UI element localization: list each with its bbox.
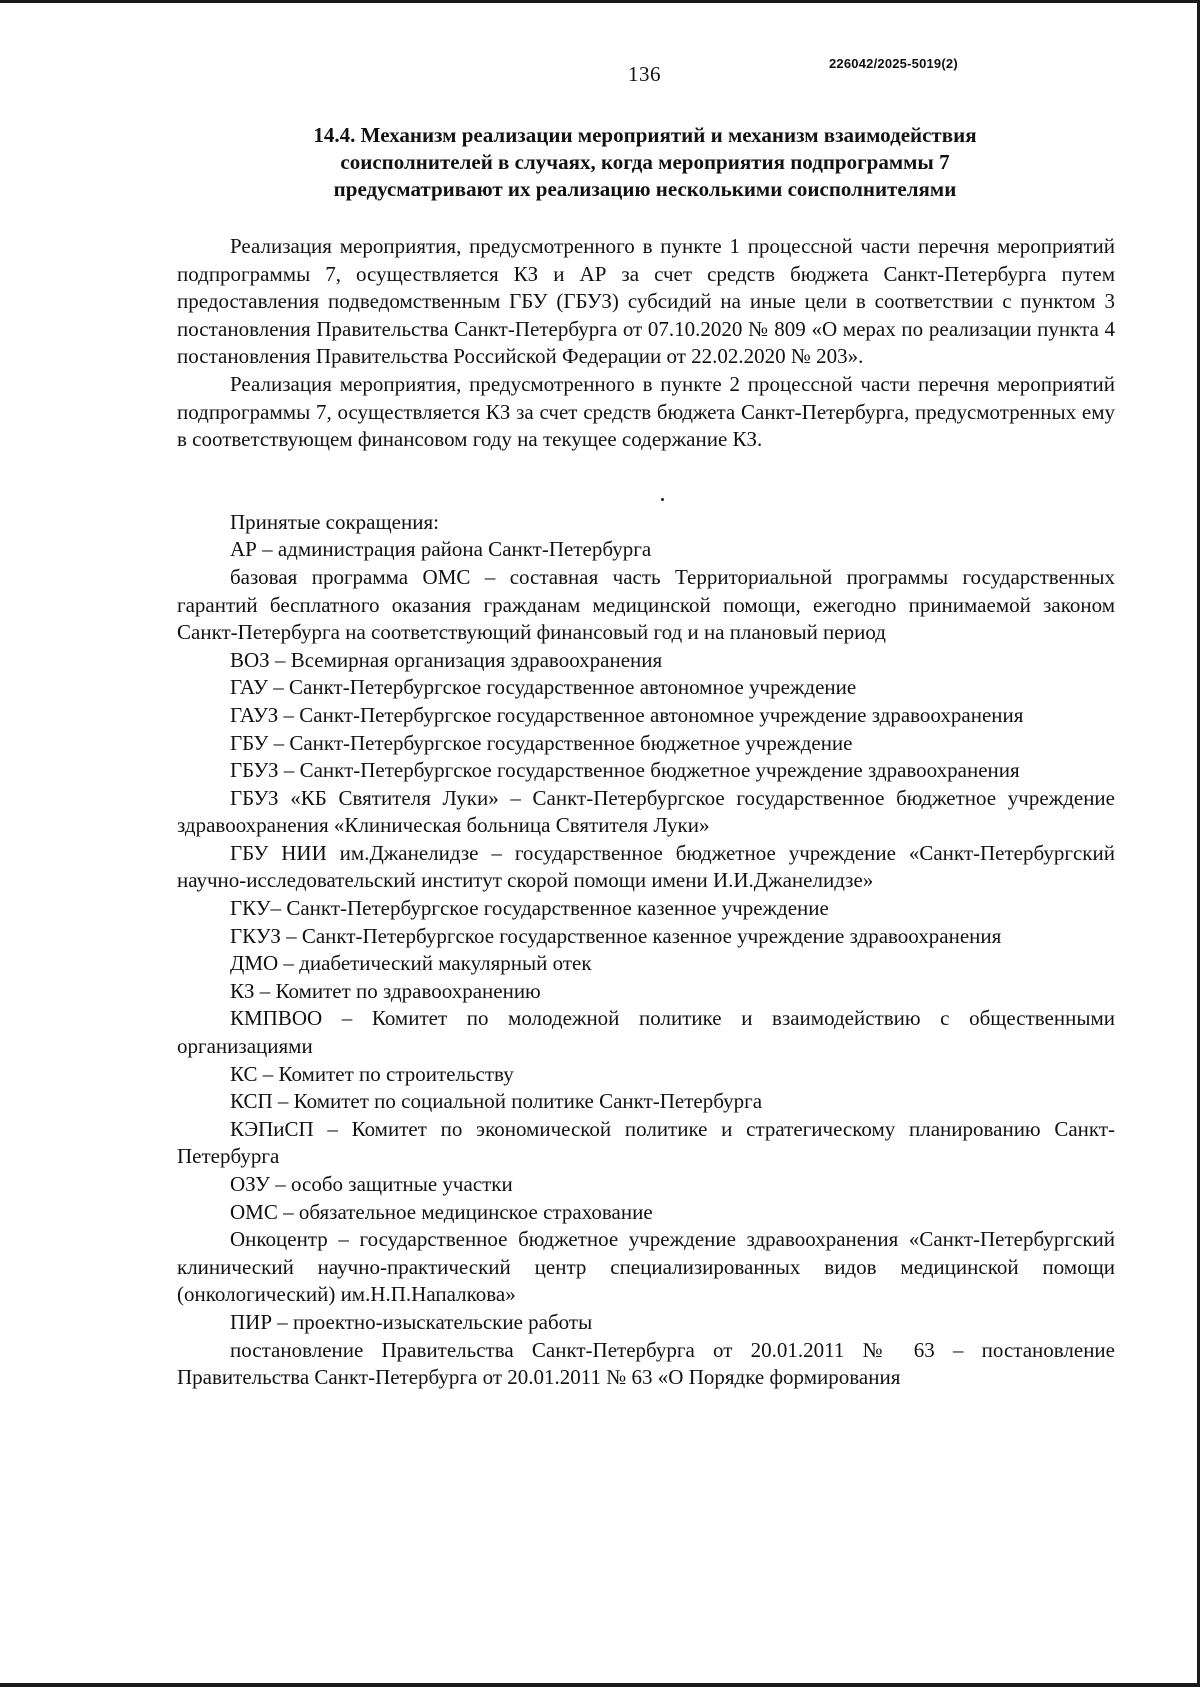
document-body [177,233,1115,1392]
abbreviation-item: ГБУЗ «КБ Святителя Луки» – Санкт-Петербургское государственное бюджетное учреждение здравоохранения «Клиническая больница Святителя Луки» [177,785,1115,838]
body-paragraph: Реализация мероприятия, предусмотренного в пункте 2 процессной части перечня мероприятий подпрограммы 7, осуществляется КЗ за счет средств бюджета Санкт-Петербурга, предусмотренных ему в соответствующем финансовом году на текущее содержание КЗ. [177,371,1115,452]
document-id: 226042/2025-5019(2) [829,56,958,71]
section-heading-line: 14.4. Механизм реализации мероприятий и механизм взаимодействия [313,123,977,147]
abbreviation-item: КСП – Комитет по социальной политике Санкт-Петербурга [230,1089,763,1114]
section-heading-line: соисполнителей в случаях, когда мероприятия подпрограммы 7 [340,150,950,174]
abbreviation-item: КЭПиСП – Комитет по экономической политике и стратегическому планированию Санкт-Петербурга [177,1116,1115,1169]
abbreviation-item: ГБУЗ – Санкт-Петербургское государственное бюджетное учреждение здравоохранения [230,758,1020,783]
abbreviation-item: ПИР – проектно-изыскательские работы [230,1309,593,1334]
abbreviation-item: ВОЗ – Всемирная организация здравоохранения [230,647,663,672]
abbreviation-item: постановление Правительства Санкт-Петербурга от 20.01.2011 № 63 – постановление Правительства Санкт-Петербурга от 20.01.2011 № 63 «О Порядке формирования [177,1337,1115,1390]
abbreviation-item: ГБУ – Санкт-Петербургское государственное бюджетное учреждение [230,730,853,755]
body-paragraph: Реализация мероприятия, предусмотренного в пункте 1 процессной части перечня мероприятий подпрограммы 7, осуществляется КЗ и АР за счет средств бюджета Санкт-Петербурга путем предоставления подведомственным ГБУ (ГБУЗ) субсидий на иные цели в соответствии с пунктом 3 постановления Правительства Санкт-Петербурга от 07.10.2020 № 809 «О мерах по реализации пункта 4 постановления Правительства Российской Федерации от 22.02.2020 № 203». [177,234,1115,369]
abbreviation-item: базовая программа ОМС – составная часть Территориальной программы государственных гарантий бесплатного оказания гражданам медицинской помощи, ежегодно принимаемой законом Санкт-Петербурга на соответствующий финансовый год и на плановый период [177,564,1115,645]
page-number: 136 [628,62,661,86]
scan-edge-top [0,0,1200,3]
abbreviation-item: ГАУЗ – Санкт-Петербургское государственное автономное учреждение здравоохранения [230,702,1024,727]
abbreviations-title: Принятые сокращения: [230,509,439,534]
abbreviation-item: ГКУЗ – Санкт-Петербургское государственное казенное учреждение здравоохранения [230,923,1002,948]
abbreviation-item: ГАУ – Санкт-Петербургское государственное автономное учреждение [230,675,857,700]
abbreviation-item: АР – администрация района Санкт-Петербурга [230,537,652,562]
abbreviation-item: КС – Комитет по строительству [230,1061,514,1086]
abbreviation-item: КМПВОО – Комитет по молодежной политике и взаимодействию с общественными организациями [177,1006,1115,1059]
paragraph-gap [177,454,1115,509]
abbreviation-item: ГКУ– Санкт-Петербургское государственное казенное учреждение [230,896,829,921]
abbreviation-item: ДМО – диабетический макулярный отек [230,951,592,976]
abbreviation-item: КЗ – Комитет по здравоохранению [230,978,541,1003]
scan-edge-bottom [0,1683,1200,1687]
section-heading-line: предусматривают их реализацию несколькими соисполнителями [333,177,957,201]
abbreviation-item: ОЗУ – особо защитные участки [230,1172,513,1196]
abbreviation-item: Онкоцентр – государственное бюджетное учреждение здравоохранения «Санкт-Петербургский клинический научно-практический центр специализированных видов медицинской помощи (онкологический) им.Н.П.Напалкова» [177,1227,1115,1307]
abbreviation-item: ГБУ НИИ им.Джанелидзе – государственное бюджетное учреждение «Санкт-Петербургский научно-исследовательский институт скорой помощи имени И.И.Джанелидзе» [177,840,1115,893]
abbreviations-list [177,536,1115,1391]
section-heading [180,122,1110,203]
abbreviation-item: ОМС – обязательное медицинское страхование [230,1199,653,1224]
